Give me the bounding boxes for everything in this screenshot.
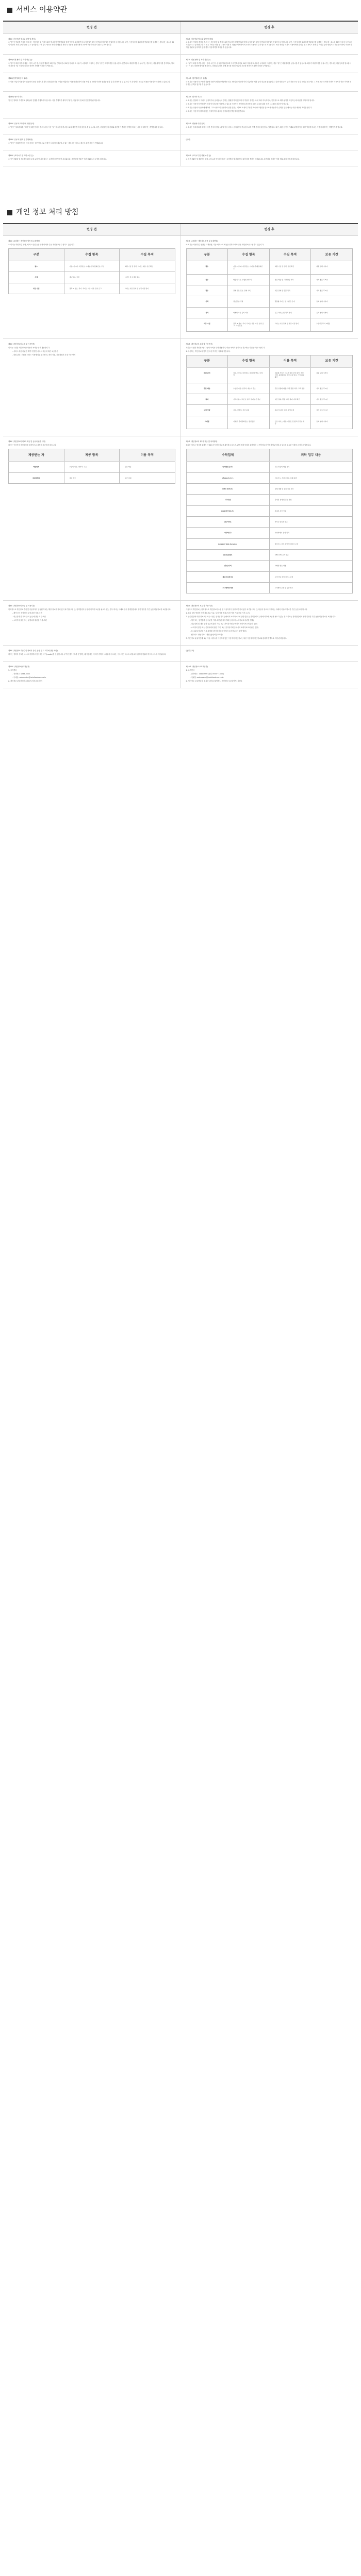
mini-table-row: [186, 528, 353, 538]
mini-table-row: [186, 505, 353, 516]
privacy-section-title: 개인 정보 처리 방침: [16, 208, 79, 216]
compare-row: [3, 601, 358, 646]
mini-table-cell: 배송지 주소, 수령인 연락처: [228, 274, 270, 285]
mini-table-row: [186, 274, 353, 285]
article-text: - 회원 관리: 회원제 서비스 이용에 따른 본인확인, 개인 식별, 불량회원의 부정 이용 방지: [12, 353, 76, 356]
mini-table-cell: (주)스티비: [186, 561, 269, 571]
mini-table-row: [186, 405, 353, 416]
article-text: 1. 수집하는 개인정보의 항목 및 수집 목적은 아래와 같습니다.: [186, 350, 231, 352]
mini-table-cell: 회원 가입 및 관리, 서비스 제공, 본인 확인: [120, 261, 175, 272]
article-heading: 제4조 (개인정보의 제3자 제공 및 공유에 관한 사항): [8, 440, 46, 443]
compare-row: [3, 436, 358, 601]
mini-table-row: [186, 318, 353, 331]
mini-table-header-cell: 수집 목적: [269, 248, 311, 261]
article-heading: 제3조 (이용약관 명시와 설명 및 개정): [186, 38, 214, 40]
mini-table-row: [186, 416, 353, 429]
mini-table-cell: 카드사명, 카드번호 일부, 결제 승인 정보: [228, 394, 270, 404]
cell-before: [3, 601, 180, 646]
mini-table-row: [9, 283, 175, 294]
mini-table-cell: (주)카카오: [186, 516, 269, 527]
mini-table-row: [186, 582, 353, 593]
mini-table-cell: 신규 서비스 및 혜택 안내: [269, 307, 311, 318]
mini-table-cell: 서비스 이용 통계 및 부정 이용 방지: [120, 283, 175, 294]
article-text: - 소비자의 불만 또는 분쟁처리에 관한 기록: 3년: [12, 619, 47, 622]
article-heading: 제3조 (개인정보의 수집 및 이용목적): [8, 343, 35, 345]
article-text: ③ "몰"이 회원 자격을 제한 · 정지 시킨 후, 동일한 행위가 2회 이상 반복되거나 30일 이내에 그 사유가 시정되지 아니하는 경우 "몰"은 회원자격을 상실시킬 수 있습니다. 회원자격을 상실시키는 경우에는 회원에게 이를 통지하고, 탈퇴 전 최소한 7일 이상의 기간을 정하여 소명할 기회를 부여합니다.: [8, 62, 175, 67]
mini-table-cell: 동의 철회 시까지: [311, 416, 353, 429]
compare-row: [3, 73, 358, 92]
mini-table-cell: 이름, 연락처, 상담 내용: [228, 405, 270, 416]
mini-table-cell: 네이버(주): [186, 528, 269, 538]
mini-table-head: [186, 355, 353, 367]
mini-table-cell: 회원 관리: [186, 367, 228, 383]
mini-table-row: [186, 296, 353, 307]
mini-table-cell: 대금 결제, 환불 처리, 결제 내역 확인: [269, 394, 311, 404]
article-heading: 제18조 (회사의 의무): [186, 96, 202, 98]
article-text: 회사는 이용자의 개인정보를 원칙적으로 외부에 제공하지 않습니다.: [8, 444, 57, 447]
compare-row: [3, 92, 358, 118]
mini-table-row: [186, 538, 353, 549]
article-text: ③ 회사는 이용자가 구매한 상품에 대하여 재화를 반환받은 경우 3영업일 이내에 이미 지급받은 재화 등의 대금을 환급합니다. 다만 재화 등이 일부 사용 또는 일부 소비된 경우에는 그 사용 또는 소비에 의하여 이용자가 얻은 이익에 해당하는 금액을 청구할 수 있습니다.: [186, 81, 352, 86]
article-text: 회사는 서비스 향상을 위해서 아래와 같이 개인정보를 위탁하고 있으며, 관계 법령에 따라 위탁계약 시 개인정보가 안전하게 관리될 수 있도록 필요한 사항을 규정하고 있습니다.: [186, 444, 311, 447]
cell-before: [3, 33, 180, 55]
cell-before: [3, 134, 180, 150]
mini-table-cell: 상품 배송: [120, 462, 175, 472]
article-heading: 제20조 ("몰"의 "회원"에 대한 통지): [8, 122, 35, 125]
column-header-before: 변경 전: [3, 224, 180, 236]
cell-after: [180, 134, 358, 150]
mini-table-cell: 거래 종료 후 5년: [311, 285, 353, 296]
mini-table-cell: 대금 결제: [120, 472, 175, 483]
cell-before: [3, 338, 180, 436]
mini-table-head: [9, 449, 175, 462]
mini-table-cell: 주문 상품의 배송, 교환·반품 처리, 고객 상담: [269, 383, 311, 394]
mini-table-cell: CJ대한통운(주): [186, 462, 269, 472]
mini-table-cell: 결제 정보: [64, 472, 120, 483]
cell-before: [3, 645, 180, 661]
mini-table-header-cell: 수탁업체: [186, 449, 269, 462]
mini-table-cell: 필수: [9, 261, 64, 272]
article-heading: 제8조 (개인정보 자동수집 장치의 설치, 운영 및 그 거부에 관한 사항): [8, 649, 58, 652]
article-heading: 제10조 (개인정보 보호책임자): [186, 665, 208, 668]
mini-table-cell: 고객센터 운영 및 상담 업무: [269, 582, 352, 593]
mini-table-cell: 생년월일, 성별: [64, 272, 120, 283]
cell-before: [3, 92, 180, 118]
article-text: - 전화번호: 1588-0000 (평일 09:00~18:00): [190, 672, 224, 675]
cell-after: [180, 645, 358, 661]
article-heading: 제7조 (회원 탈퇴 및 자격 상실 등): [186, 59, 211, 61]
article-text: 2. 개인정보 보호책임자: 최희준 (정보보호팀장) / 개인정보 보호담당자: 김현우: [186, 680, 242, 682]
mini-table-cell: 필수: [186, 285, 228, 296]
bottom-spacer: [3, 688, 358, 709]
article-text: - 서비스 제공에 관한 계약 이행 및 서비스 제공에 따른 요금정산: [12, 350, 58, 352]
article-text: ① 회사는 법령과 이 약관이 금지하거나 공서양속에 반하는 행위를 하지 않으며 이 약관이 정하는 바에 따라 지속적이고, 안정적으로 재화·용역을 제공하는데 최선을 다하여야 합니다.: [186, 99, 315, 101]
cell-after: [180, 33, 358, 55]
mini-table-row: [186, 495, 353, 505]
article-text: 1. 회사 내부 방침에 의한 정보보유 사유: 부정 이용 방지 (부정 이용 기록 보존 기간: 1년): [186, 612, 250, 615]
mini-table-cell: 수집일로부터 3개월: [311, 318, 353, 331]
mini-table-cell: 네이버페이 결제 처리: [269, 528, 352, 538]
mini-table-cell: 결제: [186, 394, 228, 404]
mini-table-head: [9, 248, 175, 261]
mini-table-cell: 이메일, 휴대전화번호, 생년월일: [228, 416, 270, 429]
cell-after: [180, 236, 358, 339]
mini-table-cell: 배송업체: [9, 462, 64, 472]
cell-before: [3, 73, 180, 92]
article-text: ③ 회사는 상품이나 용역에 대하여 「표시·광고의 공정화에 관한 법률」 제3조 소정의 부당한 표시·광고행위를 함으로써 이용자가 손해를 입은 때에는 이를 배상할 책임을 집니다.: [186, 106, 313, 109]
mini-table-header-cell: 구분: [9, 248, 64, 261]
compare-row: [3, 134, 358, 150]
article-text: ① 회사는 회원가입, 상담, 서비스 신청 등을 위해 아래와 같은 개인정보를 수집하고 있습니다.: [8, 243, 75, 246]
mini-table-cell: 신규 서비스 개발, 이벤트 및 광고성 정보 제공: [269, 416, 311, 429]
mini-table-row: [186, 561, 353, 571]
mini-table-cell: 고객 상담 채팅 서비스 운영: [269, 571, 352, 582]
mini-table-cell: 고객 상담: [186, 405, 228, 416]
article-text: ④ 상기 제2항 및 제3항의 회원 소멸 요청 및 처리절차는 고객센터 및 회원 탈퇴 페이지를 통하여 처리됩니다. 휴면회원 전환은 약관 제31조의 규정을 따릅니다.: [186, 158, 300, 160]
mini-table-body: [186, 367, 353, 429]
mini-table-header-row: [186, 355, 353, 367]
mini-table-cell: 주문 상품의 배송 업무: [269, 462, 352, 472]
privacy-section-header: [3, 202, 358, 223]
compare-row: [3, 33, 358, 55]
article-heading: 제23조 ("몰"의 면책 및 손해배상): [8, 138, 33, 141]
mini-table-cell: 접속 IP 정보, 쿠키, 서비스 이용 기록, 접속 로그, 기기 정보: [228, 318, 270, 331]
provide-before-table: [8, 449, 175, 484]
cell-before: [3, 236, 180, 339]
column-header-before: 변경 전: [3, 21, 180, 33]
compare-row: [3, 118, 358, 134]
article-text: ③ "몰"이 회원 자격을 제한 · 정지 시킨 후, 동일한 행위가 2회 이상 반복되거나 30일 이내에 그 사유가 시정되지 아니하는 경우 "몰"은 회원자격을 상실시킬 수 있습니다. 회사가 회원자격을 상실시키는 경우에는 회원등록을 말소합니다. 이 경우 회원에게 이를 통지하고, 회원등록 말소 전에 최소한 30일 이상의 기간을 정하여 소명할 기회를 부여합니다.: [186, 62, 351, 67]
mini-table-cell: 이름, 아이디, 비밀번호, 이메일, 휴대전화번호: [228, 261, 270, 274]
mini-table-header-cell: 구분: [186, 355, 228, 367]
section-spacer: [3, 166, 358, 202]
mini-table-body: [186, 261, 353, 331]
mini-table-cell: 이름, 아이디, 비밀번호, 이메일, 휴대전화번호, 주소: [64, 261, 120, 272]
article-text: ④ 회사가 약관을 개정할 경우에는 적용일자 및 개정사유를 명시하여 현행약관과 함께 그 적용일자 7일 이전부터 적용일자 전일까지 공지합니다. 다만, 이용자에게 불리하게 약관내용을 변경하는 경우에는 최소한 30일 이상의 사전 유예기간을 두고 공지합니다. 이 경우 회사는 개정 전 내용과 개정 후 내용을 명확하게 비교하여 이용자가 알기 쉽도록 표시합니다. 또한 개정된 약관이 이용자에게 불리한 경우 서비스 화면 및 이메일 등의 방법으로 개별 통지하며, 이용자가 개정 약관에 동의하지 않을 경우 이용계약을 해지할 수 있습니다.: [186, 41, 353, 49]
article-text: 회사는 수집한 개인정보를 다음의 목적을 위해 활용하며, 이용 목적이 변경되는 경우에는 사전 동의를 구합니다.: [186, 346, 266, 349]
article-text: 1. 고객센터: [8, 669, 17, 671]
mini-table-header-cell: 제공받는 자: [9, 449, 64, 462]
purpose-after-table: [186, 355, 353, 430]
mini-table-body: [9, 261, 175, 294]
mini-table-head: [186, 248, 353, 261]
article-text: ④ 상기 제2항 및 제3항의 회원 소멸 요청 및 처리절차는 고객센터를 통하여 처리됩니다. 휴면회원 전환은 약관 제29조의 규정을 따릅니다.: [8, 158, 107, 160]
mini-table-header-row: [9, 248, 175, 261]
article-text: ② "몰"은 천재지변 또는 이에 준하는 불가항력으로 인하여 서비스를 제공할 수 없는 경우에는 서비스 제공에 관한 책임이 면제됩니다.: [8, 142, 104, 144]
mini-table-cell: (주)인포뱅크: [186, 549, 269, 560]
mini-table-cell: 동의 철회 시까지: [311, 296, 353, 307]
article-heading: (동일 유지): [186, 649, 194, 652]
compare-row: [3, 661, 358, 688]
mini-table-header-cell: 위탁 업무 내용: [269, 449, 352, 462]
mini-table-cell: 수령인 이름, 연락처, 주소: [64, 462, 120, 472]
mini-table-cell: 주문·배송: [186, 383, 228, 394]
cell-before: [3, 436, 180, 601]
article-heading: 제6조 (개인정보의 보유 및 이용기간): [8, 605, 35, 607]
article-text: - 이메일: webmaster@hotelfoodcom.co.kr: [12, 676, 46, 679]
mini-table-cell: (주)다날: [186, 495, 269, 505]
article-text: "몰"은 영화의 가격정보 정확성과 진행을 수행하여야 합니다. 이를 수행하기 위하여 "몰"은 이용자의 정보를 안전하게 관리합니다.: [8, 99, 101, 101]
mini-table-header-cell: 보유 기간: [311, 355, 353, 367]
cell-before: [3, 661, 180, 688]
mini-table-row: [9, 462, 175, 472]
article-heading: 제10조 (개인정보관리책임자): [8, 665, 30, 668]
article-text: - 표시/광고에 관한 기록: 6개월 (전자상거래 등에서의 소비자보호에 관한 법률): [190, 630, 247, 632]
mini-table-cell: 클라우드 서버 운영 및 데이터 보관: [269, 538, 352, 549]
mini-table-cell: 이름, 아이디, 비밀번호, 휴대전화번호, 이메일: [228, 367, 270, 383]
article-text: - 이메일: webmaster@hotelfoodcom.co.kr: [190, 676, 224, 679]
mini-table-cell: 자동 수집: [186, 318, 228, 331]
article-text: 1. 고객센터: [186, 669, 194, 671]
terms-compare-table: [3, 21, 358, 166]
article-text: 원칙적으로 개인정보 수집 및 이용목적이 달성된 후에는 해당 정보를 지체 없이 파기합니다. 단, 관계법령의 규정에 의하여 보존할 필요가 있는 경우 회사는 아래와 같이 관계법령에서 정한 일정한 기간 동안 회원정보를 보관합니다.: [8, 608, 171, 611]
mini-table-cell: 채널코퍼레이션: [186, 571, 269, 582]
cell-after: [180, 92, 358, 118]
mini-table-cell: 상품 배송 및 교환·반품 처리: [269, 274, 311, 285]
mini-table-row: [186, 383, 353, 394]
mini-table-cell: 마케팅 수신 동의 여부: [228, 307, 270, 318]
page: [0, 0, 361, 709]
section-square-icon: [7, 210, 12, 215]
mini-table-header-cell: 수집 항목: [228, 248, 270, 261]
cell-before: [3, 55, 180, 73]
column-header-after: 변경 후: [180, 21, 358, 33]
column-header-after: 변경 후: [180, 224, 358, 236]
mini-table-cell: 선택: [186, 296, 228, 307]
article-heading: 제3조 (개인정보의 수집 및 이용목적): [186, 343, 213, 345]
cell-after: [180, 118, 358, 134]
mini-table-header-cell: 수집 목적: [120, 248, 175, 261]
compare-row: [3, 55, 358, 73]
article-heading: 제10조 (청약철회 등의 효과): [186, 77, 207, 80]
mini-table-head: [186, 449, 353, 462]
article-heading: 제4조 (개인정보의 제3자 제공 및 처리위탁): [186, 440, 218, 443]
article-heading: 제5조(회원 탈퇴 및 자격 상실 등): [8, 59, 32, 61]
mini-table-cell: NICE평가정보(주): [186, 505, 269, 516]
mini-table-cell: 필수: [186, 261, 228, 274]
mini-table-row: [186, 571, 353, 582]
mini-table-header-row: [186, 449, 353, 462]
mini-table-cell: 이벤트 및 마케팅 활용: [120, 272, 175, 283]
mini-table-cell: 접속 IP 정보, 쿠키, 서비스 이용 기록, 접속 로그: [64, 283, 120, 294]
mini-table-cell: 서비스 이용 통계 및 부정 이용 방지: [269, 318, 311, 331]
compare-row: [3, 150, 358, 166]
article-text: ② 회사는 불특정다수 회원에 대한 통지의 경우 1주일 이상 서비스 공지사항에 게시함으로써 개별 통지에 갈음할 수 있습니다. 다만, 회원 본인의 거래와 관련하여 중대한 영향을 미치는 사항에 대하여는 개별통지를 합니다.: [186, 126, 343, 128]
mini-table-cell: 동의 철회 시까지: [311, 307, 353, 318]
article-text: - 전화번호: 1588-0000: [12, 672, 30, 675]
mini-table-cell: (주)KG이니시스: [186, 472, 269, 483]
mini-table-cell: 휴대폰 결제 및 본인 확인: [269, 495, 352, 505]
mini-table-row: [9, 261, 175, 272]
mini-table-cell: 필수: [186, 274, 228, 285]
mini-table-row: [186, 472, 353, 483]
mini-table-cell: 맞춤형 서비스 및 이벤트 안내: [269, 296, 311, 307]
article-text: - 대금결제 및 재화 등의 공급에 관한 기록: 5년: [12, 616, 46, 618]
mini-table-cell: NHN KCP(주): [186, 483, 269, 494]
mini-table-cell: 회원제 서비스 이용에 따른 본인 확인, 개인 식별, 불량회원의 부정 이용 방지, 가입 의사 확인: [269, 367, 311, 383]
mini-table-header-row: [186, 248, 353, 261]
mini-table-header-cell: 보유 기간: [311, 248, 353, 261]
cell-after: [180, 55, 358, 73]
mini-table-cell: (주)엔에이치엔: [186, 582, 269, 593]
mini-table-cell: 문의 및 불만 처리, 분쟁 조정: [269, 405, 311, 416]
article-text: - 대금결제 및 재화 등의 공급에 관한 기록: 5년 (전자상거래 등에서의 소비자보호에 관한 법률): [190, 623, 258, 625]
mini-table-header-cell: 제공 항목: [64, 449, 120, 462]
mini-table-header-cell: 이용 목적: [269, 355, 311, 367]
article-heading: (삭제): [186, 138, 191, 141]
mini-table-cell: 카카오 알림톡 발송: [269, 516, 352, 527]
article-heading: 제6조 (개인정보의 보유 및 이용기간): [186, 605, 213, 607]
mini-table-header-cell: 수집 항목: [228, 355, 270, 367]
article-heading: 제22조 (회원에 대한 통지): [186, 122, 205, 125]
section-square-icon: [7, 8, 12, 13]
article-text: ④ "몰"이 약관을 개정할 경우에는 적용일자 및 개정사유를 명시하여 현행약관과 함께 "몰"의 초기화면에 그 적용일자 7일 이전부터 적용일자 전일까지 공지합니다. 다만, 이용자에게 불리하게 약관내용을 변경하는 경우에는 최소한 30일 이상의 사전 유예기간을 두고 공지합니다. 이 경우 "몰"은 개정 전 내용과 개정 후 내용을 명확하게 비교하여 이용자가 알기 쉽도록 표시합니다.: [8, 41, 174, 46]
mini-table-cell: 회원 탈퇴 시까지: [311, 261, 353, 274]
article-text: 이용자의 개인정보는 원칙적으로 개인정보의 수집 및 이용목적이 달성되면 지체 없이 파기합니다. 단, 다음의 정보에 대해서는 아래의 이유로 명시한 기간 동안 보존합니다.: [186, 608, 308, 611]
mini-table-row: [186, 285, 353, 296]
mini-table-cell: 신용카드, 계좌이체 등 결제 대행: [269, 472, 352, 483]
mini-table-cell: 선택: [9, 272, 64, 283]
mini-table-cell: 처리 완료 후 3년: [311, 405, 353, 416]
cell-before: [3, 118, 180, 134]
privacy-table-body: [3, 236, 358, 688]
items-after-table: [186, 248, 353, 332]
article-text: - 계약 또는 청약철회 등에 관한 기록: 5년: [12, 612, 42, 615]
mini-table-row: [186, 307, 353, 318]
article-text: - 계약 또는 청약철회 등에 관한 기록: 5년 (전자상거래 등에서의 소비자보호에 관한 법률): [190, 619, 254, 622]
terms-section-header: [3, 0, 358, 21]
mini-table-cell: 결제 대행 및 결제 정보 처리: [269, 483, 352, 494]
cell-after: [180, 436, 358, 601]
terms-table-body: [3, 33, 358, 166]
mini-table-cell: Amazon Web Services: [186, 538, 269, 549]
article-text: 2. 개인정보 관리책임자: 최희준 (정보보호팀장): [8, 680, 43, 682]
article-text: 회사는 귀하의 정보를 수시로 저장하고 찾아내는 쿠키(cookie)를 운용합니다. 쿠키란 웹사이트를 운영하는데 이용되는 서버가 귀하의 브라우저에 보내는 아주 작은 텍스트 파일로서 귀하의 컴퓨터 하드디스크에 저장됩니다.: [8, 653, 167, 655]
privacy-compare-table: [3, 223, 358, 688]
article-heading: 제16조("몰"의 의무): [8, 96, 23, 98]
article-text: - 웹사이트 방문기록: 3개월 (통신비밀보호법): [190, 633, 223, 636]
compare-row: [3, 338, 358, 436]
mini-table-cell: 회원 탈퇴 시까지: [311, 367, 353, 383]
mini-table-row: [186, 462, 353, 472]
mini-table-body: [9, 462, 175, 484]
mini-table-cell: 수령인 이름, 연락처, 배송지 주소: [228, 383, 270, 394]
article-heading: 제3조 (이용약관 명시와 설명 및 개정): [8, 38, 36, 40]
mini-table-row: [186, 483, 353, 494]
article-text: 2. 관련법령에 의한 정보보유 사유: 상법, 전자상거래 등에서의 소비자보호에 관한 법률 등 관계법령의 규정에 의하여 보존할 필요가 있는 경우 회사는 관계법령에서 정한 일정한 기간 동안 회원정보를 보관합니다.: [186, 616, 336, 618]
mini-table-header-cell: 이용 목적: [120, 449, 175, 462]
mini-table-header-cell: 구분: [186, 248, 228, 261]
mini-table-cell: 생년월일, 성별: [228, 296, 270, 307]
article-text: 회사는 수집한 개인정보를 다음의 목적을 위해 활용합니다.: [8, 346, 50, 349]
mini-table-cell: SMS·LMS 문자 발송: [269, 549, 352, 560]
mini-table-row: [9, 472, 175, 483]
article-text: ② 회사는 이용자가 안전하게 인터넷 서비스를 이용할 수 있도록 이용자의 개인정보(신용정보 포함) 보호를 위한 보안 시스템을 갖추어야 합니다.: [186, 103, 289, 105]
cell-after: [180, 601, 358, 646]
article-heading: 제2조 (수집하는 개인정보 항목 및 수집방법): [186, 240, 218, 243]
article-heading: 제8조(청약철회 등의 효과): [8, 77, 28, 80]
article-text: 3. 개인정보 유효기간제: 1년 이상 서비스를 이용하지 않은 이용자의 개인정보는 다른 이용자의 개인정보와 분리하여 별도로 저장·관리합니다.: [186, 637, 287, 639]
mini-table-cell: 거래 종료 후 5년: [311, 274, 353, 285]
article-text: ④ 회사는 이용자가 원하지 않는 영리목적의 광고성 전자우편을 발송하지 않습니다.: [186, 110, 245, 112]
mini-table-row: [186, 394, 353, 404]
mini-table-cell: 회원 가입 및 관리, 본인 확인: [269, 261, 311, 274]
mini-table-header-row: [9, 449, 175, 462]
mini-table-cell: 휴대폰 본인 인증: [269, 505, 352, 516]
article-text: ① 회사는 회원가입, 원활한 고객상담, 각종 서비스의 제공을 위해 아래와 같은 개인정보를 수집하고 있습니다.: [186, 243, 264, 246]
cell-after: [180, 661, 358, 688]
mini-table-body: [186, 462, 353, 594]
mini-table-cell: 이메일 발송 대행: [269, 561, 352, 571]
cell-before: [3, 150, 180, 166]
cell-after: [180, 338, 358, 436]
article-text: - 소비자의 불만 또는 분쟁처리에 관한 기록: 3년 (전자상거래 등에서의 소비자보호에 관한 법률): [190, 626, 259, 629]
mini-table-cell: 거래 종료 후 5년: [311, 383, 353, 394]
mini-table-row: [186, 367, 353, 383]
mini-table-cell: 결제 수단 정보, 결제 기록: [228, 285, 270, 296]
article-heading: 제34조 (조작시기 및 회원 소멸 등): [186, 154, 211, 157]
terms-section-title: 서비스 이용약관: [16, 6, 68, 14]
article-text: ③ 이용 사업자 이용자가 입증하지 못한 상황에서 차후 회복불한 진행 사항을 제출하는 이용자 확인하여 상품 사항 후 3개월 이내에 원활을 합성 및 추진하여 할 수 있으며, 이 과정에서 소요된 비용을 이용자가 부담할 수 있습니다.: [8, 81, 171, 83]
article-text: ② "몰"은 불특정다수 "회원"에 대한 통지의 경우 1주일 이상 "몰" 게시판에 게시함으로써 개별 통지에 갈음할 수 있습니다. 다만, 회원 본인의 거래와 관련하여 중대한 영향을 미치는 사항에 대하여는 개별통지를 합니다.: [8, 126, 163, 128]
article-heading: 제31조 (조작시기 및 회원 소멸 등): [8, 154, 34, 157]
cell-after: [180, 150, 358, 166]
items-before-table: [8, 248, 175, 294]
mini-table-cell: 선택: [186, 307, 228, 318]
compare-row: [3, 236, 358, 339]
mini-table-cell: 거래 종료 후 5년: [311, 394, 353, 404]
mini-table-row: [9, 272, 175, 283]
mini-table-header-cell: 수집 항목: [64, 248, 120, 261]
cell-after: [180, 73, 358, 92]
compare-row: [3, 645, 358, 661]
mini-table-cell: 대금 결제 및 환불 처리: [269, 285, 311, 296]
mini-table-cell: 자동 수집: [9, 283, 64, 294]
provide-after-table: [186, 449, 353, 594]
mini-table-cell: 결제대행사: [9, 472, 64, 483]
mini-table-row: [186, 261, 353, 274]
article-heading: 제2조 (수집하는 개인정보 항목 및 수집방법): [8, 240, 40, 243]
mini-table-row: [186, 549, 353, 560]
mini-table-cell: 마케팅: [186, 416, 228, 429]
mini-table-row: [186, 516, 353, 527]
